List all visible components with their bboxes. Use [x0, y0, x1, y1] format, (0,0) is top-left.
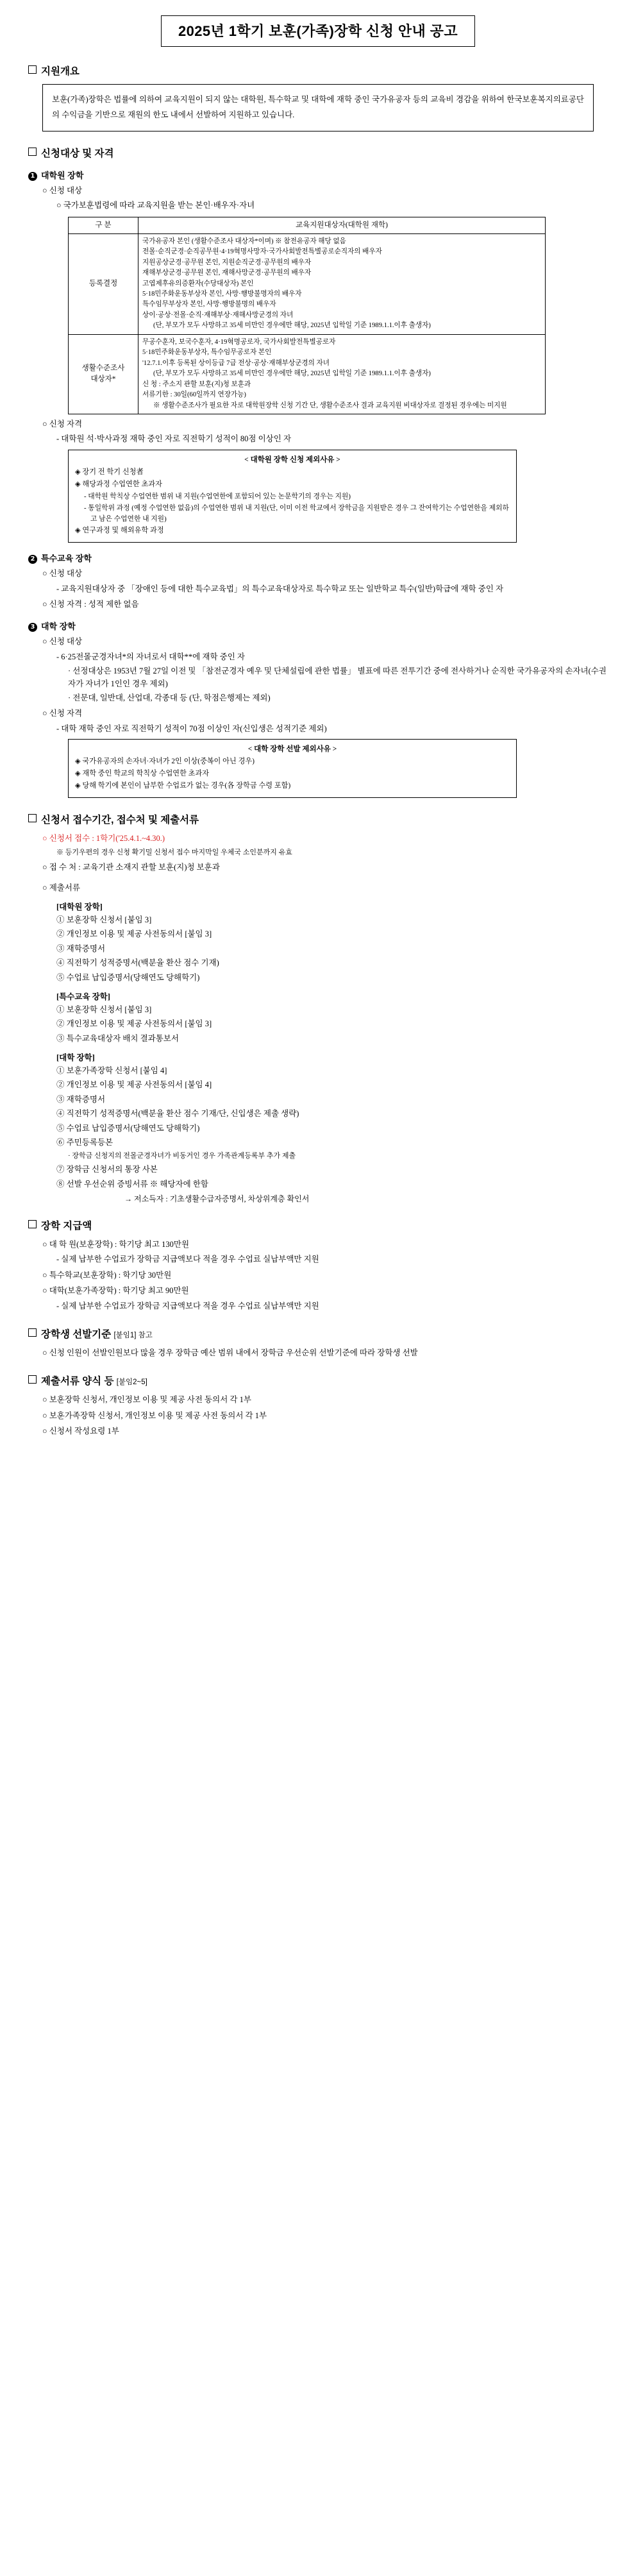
list-item-note: (단, 부모가 모두 사망하고 35세 미만인 경우에만 해당, 2025년 입학일 기준 1989.1.1.이후 출생자) [153, 322, 431, 330]
doc-item-label: 재학증명서 [66, 1094, 106, 1104]
doc-item-label: 개인정보 이용 및 제공 사전동의서 [붙임 3] [66, 1019, 212, 1029]
exception-row: ◈ 해당과정 수업연한 초과자 [75, 480, 162, 488]
doc-item: ③ 특수교육대상자 배치 결과통보서 [56, 1033, 179, 1043]
amount-row: ○ 특수학교(보훈장학) : 학기당 30만원 [42, 1269, 608, 1282]
list-item: 무공수훈자, 보국수훈자, 4·19혁명공로자, 국가사회발전특별공로자 [142, 338, 336, 346]
checkbox-icon [28, 148, 37, 156]
grad-target-head: ○ 신청 대상 [42, 185, 608, 197]
apply-heading-label: 신청서 접수기간, 접수처 및 제출서류 [41, 814, 199, 826]
doc-item-label: 개인정보 이용 및 제공 사전동의서 [붙임 3] [66, 929, 212, 939]
doc-item-label: 직전학기 성적증명서(백분율 환산 점수 기재/단, 신입생은 제출 생략) [66, 1109, 299, 1119]
row-type-registration: 등록결정 [69, 233, 138, 334]
doc-item-label: 특수교육대상자 배치 결과통보서 [66, 1033, 179, 1043]
doc-item-label: 개인정보 이용 및 제공 사전동의서 [붙임 4] [66, 1080, 212, 1090]
univ-qual-text: - 대학 재학 중인 자로 직전학기 성적이 70점 이상인 자(신입생은 성적기준 제외) [56, 723, 608, 735]
apply-place: ○ 접 수 처 : 교육기관 소재지 관할 보훈(지)청 보훈과 [42, 861, 608, 874]
overview-heading-label: 지원개요 [41, 66, 80, 77]
grad-exception-box [68, 450, 517, 543]
checkbox-icon [28, 814, 37, 822]
title-block [28, 15, 608, 47]
apply-docs-head: ○ 제출서류 [42, 882, 608, 894]
number-badge-2: 2 [28, 555, 37, 564]
number-badge-1: 1 [28, 172, 37, 181]
list-item: 상이·공상·전몰·순직·재해부상·재해사망군경의 자녀 [142, 311, 294, 319]
table-col-1: 구 분 [69, 217, 138, 233]
univ-target-text: - 6·25전몰군경자녀*의 자녀로서 대학**에 재학 중인 자 [56, 651, 608, 663]
doc-item-label: 주민등록등본 [66, 1137, 113, 1147]
univ-label: 대학 장학 [41, 622, 76, 632]
subsection-univ [28, 620, 608, 632]
exception-subrow: - 통일학위 과정 (예정 수업연한 없음)의 수업연한 범위 내 지원(단, 이미 이전 학교에서 장학금을 지원받은 경우 그 잔여학기는 수업연한을 제외하고 남은 수업연한 내 지원) [84, 504, 509, 523]
grad-target-label: 국가보훈법령에 따라 교육지원을 받는 본인·배우자·자녀 [63, 201, 255, 210]
selection-row: ○ 신청 인원이 선발인원보다 많을 경우 장학금 예산 범위 내에서 장학금 우선순위 선발기준에 따라 장학생 선발 [42, 1347, 608, 1359]
special-qual-head: 신청 자격 [49, 600, 83, 609]
list-item: 5·18민주화운동부상자, 특수임무공로자 본인 [142, 349, 272, 357]
table-header-row [69, 217, 546, 233]
section-heading-overview [28, 64, 608, 78]
list-item: 전몰·순직군경·순직공무원·4·19혁명사망자·국가사회발전특별공로순직자의 배우자 [142, 248, 382, 256]
exception-row: ◈ 당해 학기에 본인이 납부한 수업료가 없는 경우(各 장학금 수령 포함) [75, 781, 291, 790]
doc-item: ① 보훈장학 신청서 [붙임 3] [56, 915, 152, 924]
special-target-text: - 교육지원대상자 중 「장애인 등에 대한 특수교육법」의 특수교육대상자로 특수학교 또는 일반학교 특수(일반)학급에 재학 중인 자 [56, 583, 608, 595]
grad-qual-text: - 대학원 석·박사과정 재학 중인 자로 직전학기 성적이 80점 이상인 자 [56, 433, 608, 445]
grad-qual-head: ○ 신청 자격 [42, 418, 608, 430]
exception-row: ◈ 재학 중인 학교의 학칙상 수업연한 초과자 [75, 769, 210, 777]
checkbox-icon [28, 1220, 37, 1228]
table-col-2: 교육지원대상자(대학원 재학) [138, 217, 546, 233]
forms-row: ○ 보훈가족장학 신청서, 개인정보 이용 및 제공 사전 동의서 각 1부 [42, 1410, 608, 1422]
univ-qual-head: ○ 신청 자격 [42, 708, 608, 720]
forms-row: ○ 신청서 작성요령 1부 [42, 1425, 608, 1437]
docs-group-title-grad: [대학원 장학] [56, 902, 103, 911]
row-type-survey: 생활수준조사 대상자* [69, 334, 138, 414]
section-heading-eligibility [28, 146, 608, 160]
list-item: 5·18민주화운동부상자 본인, 사망·행방불명자의 배우자 [142, 291, 302, 298]
checkbox-icon [28, 1328, 37, 1337]
list-item-note: ※ 생활수준조사가 필요한 자로 대학원장학 신청 기간 단, 생활수준조사 결과 교육지원 비대상자로 결정된 경우에는 미지원 [153, 402, 507, 409]
doc-item: ② 개인정보 이용 및 제공 사전동의서 [붙임 3] [56, 929, 212, 939]
doc-item: ⑤ 수업료 납입증명서(당해연도 당해학기) [56, 1123, 200, 1133]
list-item: 서류기한 : 30일(60일까지 연장가능) [142, 391, 246, 399]
selection-heading-note: [붙임1] 참고 [113, 1331, 153, 1339]
amount-row: ○ 대 학 원(보훈장학) : 학기당 최고 130만원 [42, 1239, 608, 1251]
doc-item-label: 보훈가족장학 신청서 [붙임 4] [66, 1066, 167, 1075]
forms-heading-label: 제출서류 양식 등 [41, 1376, 114, 1387]
eligibility-heading-label: 신청대상 및 자격 [41, 148, 114, 159]
section-heading-forms [28, 1373, 608, 1387]
doc-item: ⑧ 선발 우선순위 증빙서류 ※ 해당자에 한함 [56, 1179, 208, 1189]
exception-row: ◈ 장기 전 학기 신청者 [75, 468, 144, 476]
docs-group-title-special: [특수교육 장학] [56, 992, 110, 1001]
doc-item-label: 직전학기 성적증명서(백분율 환산 점수 기재) [66, 958, 219, 968]
univ-exception-title: < 대학 장학 선발 제외사유 > [247, 745, 337, 754]
grad-label: 대학원 장학 [41, 170, 84, 180]
section-heading-amount [28, 1218, 608, 1232]
list-item: 재해부상군경·공무원 본인, 재해사망군경·공무원의 배우자 [142, 269, 312, 277]
number-badge-3: 3 [28, 623, 37, 632]
selection-heading-label: 장학생 선발기준 [41, 1328, 112, 1340]
amount-heading-label: 장학 지급액 [41, 1221, 92, 1232]
doc-item-label: 수업료 납입증명서(당해연도 당해학기) [66, 972, 200, 982]
doc-item-label: 선발 우선순위 증빙서류 ※ 해당자에 한함 [66, 1179, 208, 1189]
list-item: 국가유공자 본인 (생활수준조사 대상자*이며) ※ 참전유공자 해당 없음 [142, 237, 346, 245]
doc-arrow-note: → 저소득자 : 기초생활수급자증명서, 차상위계층 확인서 [124, 1194, 310, 1204]
doc-item: ② 개인정보 이용 및 제공 사전동의서 [붙임 4] [56, 1080, 212, 1090]
overview-paragraph: 보훈(가족)장학은 법률에 의하여 교육지원이 되지 않는 대학원, 특수학교 및 대학에 재학 중인 국가유공자 등의 교육비 경감을 위하여 한국보훈복지의료공단의 수익금을 기반으로 재원의 한도 내에서 선발하여 지원하고 있습니다. [42, 84, 594, 131]
forms-row: ○ 보훈장학 신청서, 개인정보 이용 및 제공 사전 동의서 각 1부 [42, 1394, 608, 1406]
doc-item-label: 장학금 신청서의 통장 사본 [66, 1165, 158, 1174]
amount-note: - 실제 납부한 수업료가 장학금 지급액보다 적을 경우 수업료 실납부액만 지원 [56, 1253, 608, 1266]
special-label: 특수교육 장학 [41, 554, 92, 564]
row-items-survey [138, 334, 546, 414]
checkbox-icon [28, 65, 37, 74]
univ-note-1: · 선정대상은 1953년 7월 27일 이전 및 「참전군경자 예우 및 단체설립에 관한 법률」 별표에 따른 전투기간 중에 전사하거나 순직한 국가유공자의 손자녀(수권자가 자녀가 1인인 경우 제외) [68, 665, 608, 690]
doc-item-label: 재학증명서 [66, 944, 106, 953]
amount-note: - 실제 납부한 수업료가 장학금 지급액보다 적을 경우 수업료 실납부액만 지원 [56, 1300, 608, 1312]
doc-item: ⑤ 수업료 납입증명서(당해연도 당해학기) [56, 972, 200, 982]
doc-note: · 장학금 신청지의 전몰군경자녀가 비동거인 경우 가족관계등록부 추가 제출 [68, 1151, 608, 1162]
apply-period-note: ※ 등기우편의 경우 신청 확기밀 신청서 접수 마지막일 우체국 소인분까지 유효 [56, 849, 292, 857]
exception-row: ◈ 연구과정 및 해외유학 과정 [75, 527, 164, 535]
doc-item: ⑦ 장학금 신청서의 통장 사본 [56, 1165, 158, 1174]
row-items-registration [138, 233, 546, 334]
doc-item: ④ 직전학기 성적증명서(백분율 환산 점수 기재) [56, 958, 219, 968]
univ-note-2: · 전문대, 일반대, 산업대, 각종대 등 (단, 학점은행제는 제외) [68, 692, 608, 704]
list-item: 특수임무부상자 본인, 사망·행방불명의 배우자 [142, 301, 276, 309]
table-row [69, 334, 546, 414]
table-row [69, 233, 546, 334]
page-title: 2025년 1학기 보훈(가족)장학 신청 안내 공고 [161, 15, 475, 47]
doc-item-label: 보훈장학 신청서 [붙임 3] [66, 915, 152, 924]
doc-item: ① 보훈장학 신청서 [붙임 3] [56, 1004, 152, 1014]
special-qual-text: 성적 제한 없음 [88, 600, 139, 609]
amount-row: ○ 대학(보훈가족장학) : 학기당 최고 90만원 [42, 1285, 608, 1297]
doc-item: ⑥ 주민등록등본 [56, 1137, 113, 1147]
grad-qualification-table [68, 217, 546, 415]
doc-item: ④ 직전학기 성적증명서(백분율 환산 점수 기재/단, 신입생은 제출 생략) [56, 1109, 299, 1119]
exception-subrow: - 대학원 학칙상 수업연한 범위 내 지원(수업연한에 포함되어 있는 논문학기의 경우는 지원) [84, 492, 351, 500]
section-heading-selection [28, 1326, 608, 1341]
section-heading-apply [28, 812, 608, 826]
doc-item: ③ 재학증명서 [56, 1094, 106, 1104]
doc-item-label: 수업료 납입증명서(당해연도 당해학기) [66, 1123, 200, 1133]
special-qual-row: ○ 신청 자격 : 성적 제한 없음 [42, 598, 608, 611]
list-item: '12.7.1.이후 등록된 상이등급 7급 전상·공상·재해부상군경의 자녀 [142, 359, 330, 367]
univ-target-head: ○ 신청 대상 [42, 636, 608, 648]
checkbox-icon [28, 1375, 37, 1384]
special-target-head: ○ 신청 대상 [42, 568, 608, 580]
doc-item: ① 보훈가족장학 신청서 [붙임 4] [56, 1066, 167, 1075]
exception-row: ◈ 국가유공자의 손자녀·자녀가 2인 이상(중복이 아닌 경우) [75, 758, 255, 766]
list-item-note: (단, 부모가 모두 사망하고 35세 미만인 경우에만 해당, 2025년 입학일 기준 1989.1.1.이후 출생자) [153, 370, 431, 378]
list-item: 지원공상군경·공무원 본인, 지원순직군경·공무원의 배우자 [142, 258, 312, 266]
subsection-special [28, 552, 608, 564]
doc-item: ③ 재학증명서 [56, 944, 106, 953]
doc-item-label: 보훈장학 신청서 [붙임 3] [66, 1004, 152, 1014]
grad-exception-title: < 대학원 장학 신청 제외사유 > [244, 455, 340, 464]
grad-target-text [56, 199, 608, 212]
forms-heading-note: [붙임2~5] [116, 1378, 147, 1387]
apply-period: ○ 신청서 접수 : 1학기('25.4.1.~4.30.) [42, 833, 608, 845]
list-item: 신 청 : 주소지 관할 보훈(지)청 보훈과 [142, 380, 251, 388]
doc-item: ② 개인정보 이용 및 제공 사전동의서 [붙임 3] [56, 1019, 212, 1029]
univ-exception-box [68, 739, 517, 798]
docs-group-title-univ: [대학 장학] [56, 1053, 95, 1062]
list-item: 고엽제후유의증환자(수당대상자) 본인 [142, 280, 254, 287]
subsection-grad [28, 169, 608, 181]
